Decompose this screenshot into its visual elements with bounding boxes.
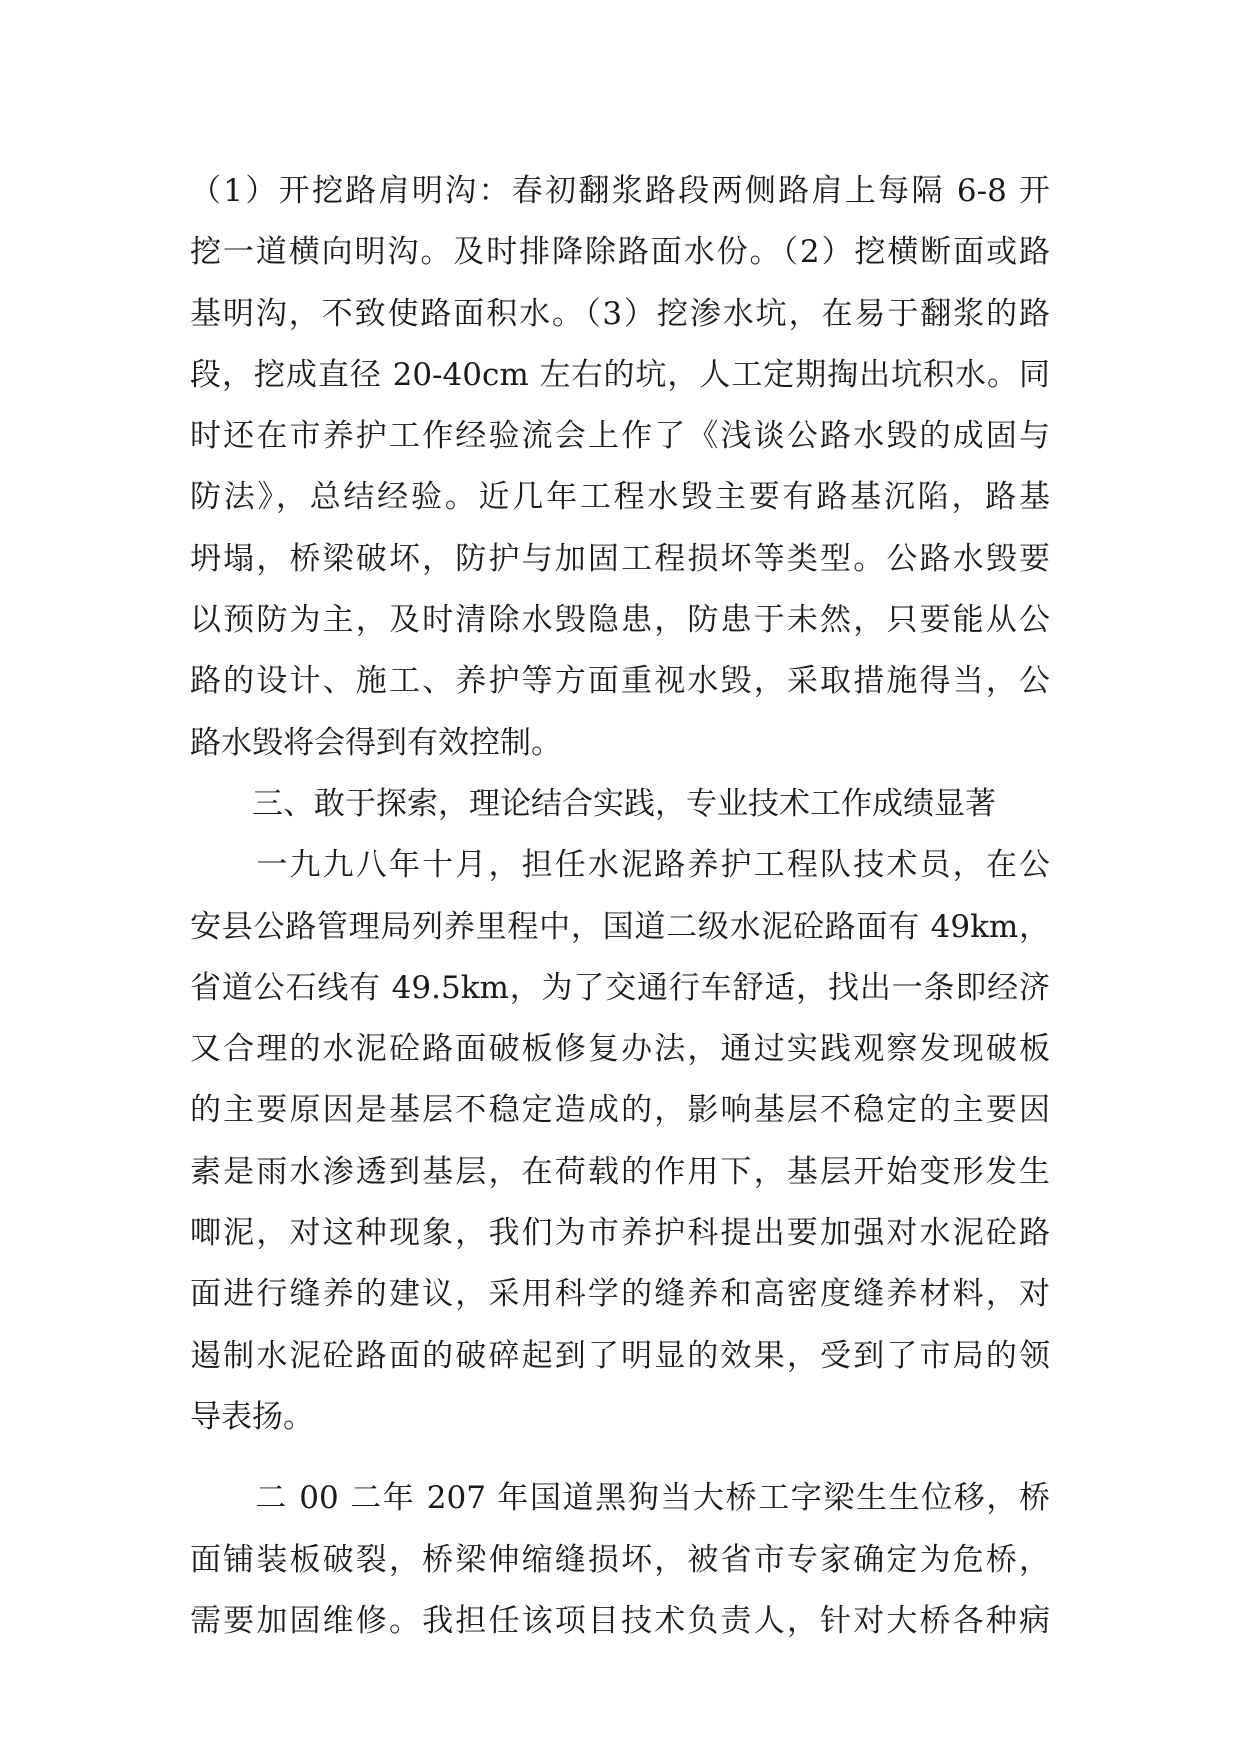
text-line: 时还在市养护工作经验流会上作了《浅谈公路水毁的成固与 (190, 418, 1050, 455)
text-line: 路水毁将会得到有效控制。 (190, 724, 562, 761)
text-line: 段，挖成直径 20-40cm 左右的坑，人工定期掏出坑积水。同 (190, 356, 1050, 393)
text-line: 面铺装板破裂，桥梁伸缩缝损坏，被省市专家确定为危桥， (190, 1541, 1050, 1578)
text-line: 二 00 二年 207 年国道黑狗当大桥工字梁生生位移，桥 (190, 1480, 1050, 1517)
text-line: 一九九八年十月，担任水泥路养护工程队技术员，在公 (190, 847, 1050, 884)
paragraph-cement-road-maintenance (190, 835, 1050, 1448)
text-line: 基明沟，不致使路面积水。（3）挖渗水坑，在易于翻浆的路 (190, 295, 1050, 332)
text-line: 遏制水泥砼路面的破碎起到了明显的效果，受到了市局的领 (190, 1337, 1050, 1374)
text-line: （1）开挖路肩明沟：春初翻浆路段两侧路肩上每隔 6-8 开 (190, 173, 1050, 209)
text-line: 以预防为主，及时清除水毁隐患，防患于未然，只要能从公 (190, 602, 1050, 639)
text-line: 坍塌，桥梁破坏，防护与加固工程损坏等类型。公路水毁要 (190, 540, 1050, 577)
section-heading: 三、敢于探索，理论结合实践，专业技术工作成绩显著 (190, 785, 996, 822)
paragraph-gap (190, 1448, 1050, 1468)
text-line: 安县公路管理局列养里程中，国道二级水泥砼路面有 49km， (190, 908, 1050, 945)
document-body (190, 161, 1050, 1652)
paragraph-drainage-measures (190, 161, 1050, 774)
text-line: 又合理的水泥砼路面破板修复办法，通过实践观察发现破板 (190, 1031, 1050, 1068)
text-line: 的主要原因是基层不稳定造成的，影响基层不稳定的主要因 (190, 1092, 1050, 1129)
text-line: 挖一道横向明沟。及时排降除路面水份。（2）挖横断面或路 (190, 234, 1050, 271)
text-line: 需要加固维修。我担任该项目技术负责人，针对大桥各种病 (190, 1602, 1050, 1639)
text-line: 路的设计、施工、养护等方面重视水毁，采取措施得当，公 (190, 663, 1050, 700)
text-line: 面进行缝养的建议，采用科学的缝养和高密度缝养材料，对 (190, 1276, 1050, 1313)
text-line: 唧泥，对这种现象，我们为市养护科提出要加强对水泥砼路 (190, 1215, 1050, 1252)
text-line: 省道公石线有 49.5km，为了交通行车舒适，找出一条即经济 (190, 969, 1050, 1006)
paragraph-bridge-repair (190, 1468, 1050, 1652)
text-line: 防法》，总结经验。近几年工程水毁主要有路基沉陷，路基 (190, 479, 1050, 516)
text-line: 素是雨水渗透到基层，在荷载的作用下，基层开始变形发生 (190, 1153, 1050, 1190)
text-line: 导表扬。 (190, 1398, 314, 1435)
